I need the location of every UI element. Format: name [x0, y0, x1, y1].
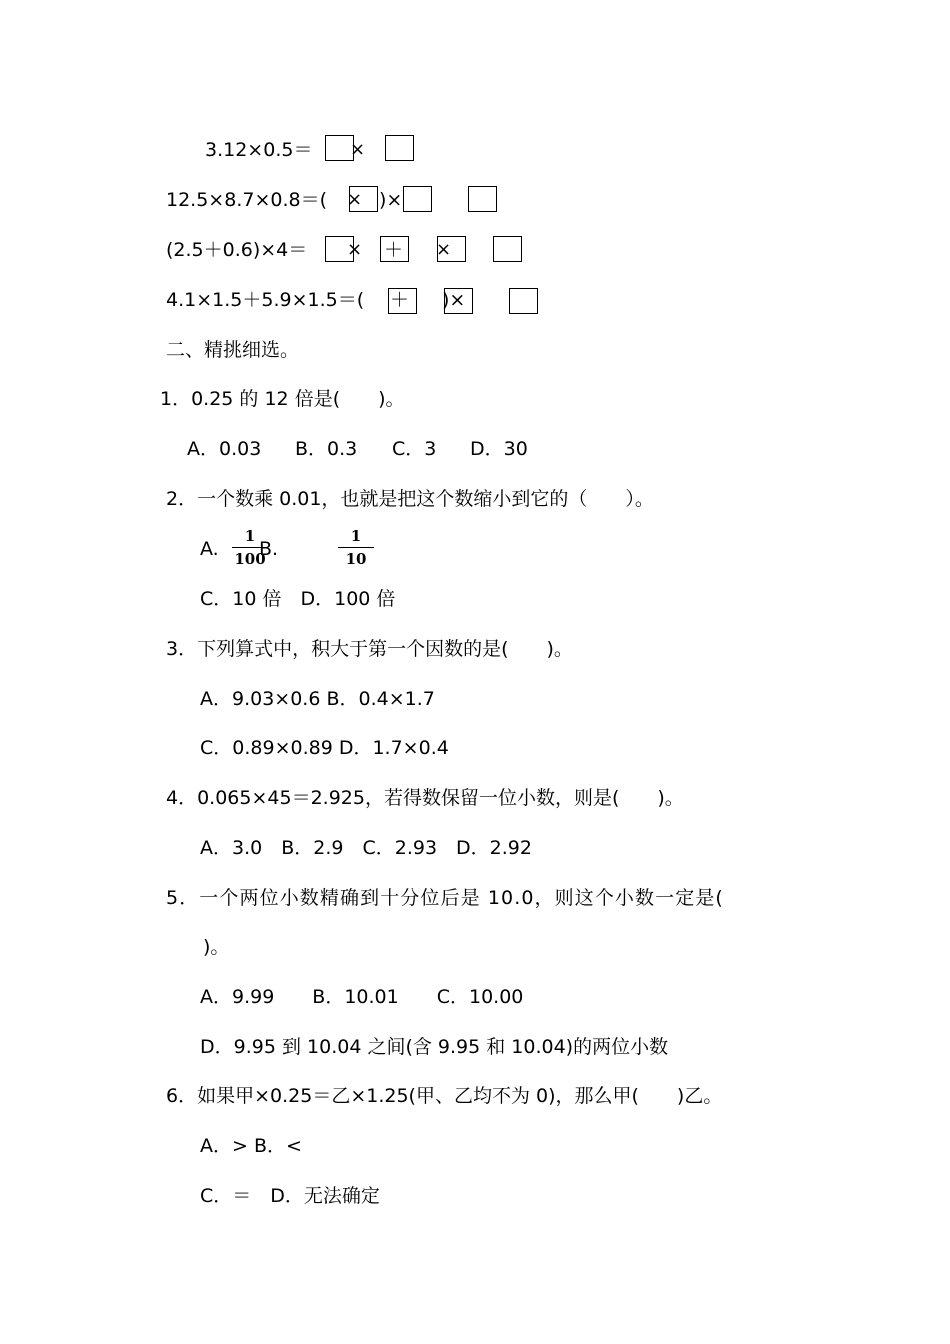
question-2-stem: 2．一个数乘 0.01，也就是把这个数缩小到它的（ ）。	[166, 488, 654, 510]
answer-box[interactable]	[385, 135, 414, 161]
row4-expression: 4.1×1.5＋5.9×1.5＝(	[166, 289, 365, 311]
q3-options-ab[interactable]: A．9.03×0.6 B．0.4×1.7	[200, 688, 435, 710]
row2-mid: )×	[379, 189, 403, 211]
row2-expression: 12.5×8.7×0.8＝(	[166, 189, 327, 211]
row2-operator: ×	[347, 189, 363, 210]
question-5-stem: 5．一个两位小数精确到十分位后是 10.0，则这个小数一定是(	[166, 887, 724, 909]
row3-operator: ×	[347, 239, 363, 260]
row1-operator: ×	[350, 139, 366, 160]
q2-options-cd[interactable]: C．10 倍 D．100 倍	[200, 588, 396, 610]
q1-option-d[interactable]: D．30	[470, 438, 528, 460]
row1-expression: 3.12×0.5＝	[205, 139, 313, 161]
section-heading: 二、精挑细选。	[166, 339, 300, 361]
q1-option-a[interactable]: A．0.03	[187, 438, 262, 460]
q5-options-abc[interactable]: A．9.99 B．10.01 C．10.00	[200, 986, 524, 1008]
question-4-stem: 4．0.065×45＝2.925，若得数保留一位小数，则是( )。	[166, 787, 684, 809]
answer-box[interactable]	[468, 186, 497, 212]
q2-option-b-label[interactable]: B.	[259, 538, 279, 560]
question-3-stem: 3．下列算式中，积大于第一个因数的是( )。	[166, 638, 573, 660]
question-5-stem-continued: )。	[203, 936, 230, 958]
fraction-denominator: 100	[234, 550, 266, 568]
row3-plus: ＋	[384, 239, 404, 261]
row4-mid: )×	[442, 289, 466, 311]
answer-box[interactable]	[509, 288, 538, 314]
row3-expression: (2.5＋0.6)×4＝	[166, 239, 308, 261]
fraction-bar	[338, 547, 374, 548]
q1-option-c[interactable]: C．3	[392, 438, 437, 460]
q4-options[interactable]: A．3.0 B．2.9 C．2.93 D．2.92	[200, 837, 532, 859]
fraction-denominator: 10	[345, 550, 367, 568]
fraction-numerator: 1	[244, 527, 256, 545]
answer-box[interactable]	[403, 186, 432, 212]
q1-option-b[interactable]: B．0.3	[295, 438, 358, 460]
answer-box[interactable]	[444, 288, 473, 314]
row3-operator: ×	[436, 239, 452, 260]
question-6-stem: 6．如果甲×0.25＝乙×1.25(甲、乙均不为 0)，那么甲( )乙。	[166, 1085, 723, 1107]
q6-options-cd[interactable]: C．＝ D．无法确定	[200, 1185, 380, 1207]
fraction-numerator: 1	[350, 527, 362, 545]
row4-plus: ＋	[390, 289, 410, 311]
q2-option-a-label[interactable]: A.	[200, 538, 219, 560]
q5-option-d[interactable]: D．9.95 到 10.04 之间(含 9.95 和 10.04)的两位小数	[200, 1036, 669, 1058]
q6-options-ab[interactable]: A．> B．<	[200, 1135, 302, 1157]
answer-box[interactable]	[493, 236, 522, 262]
question-1-stem: 1．0.25 的 12 倍是( )。	[160, 388, 405, 410]
q3-options-cd[interactable]: C．0.89×0.89 D．1.7×0.4	[200, 737, 449, 759]
q2-option-b-fraction	[338, 527, 374, 568]
